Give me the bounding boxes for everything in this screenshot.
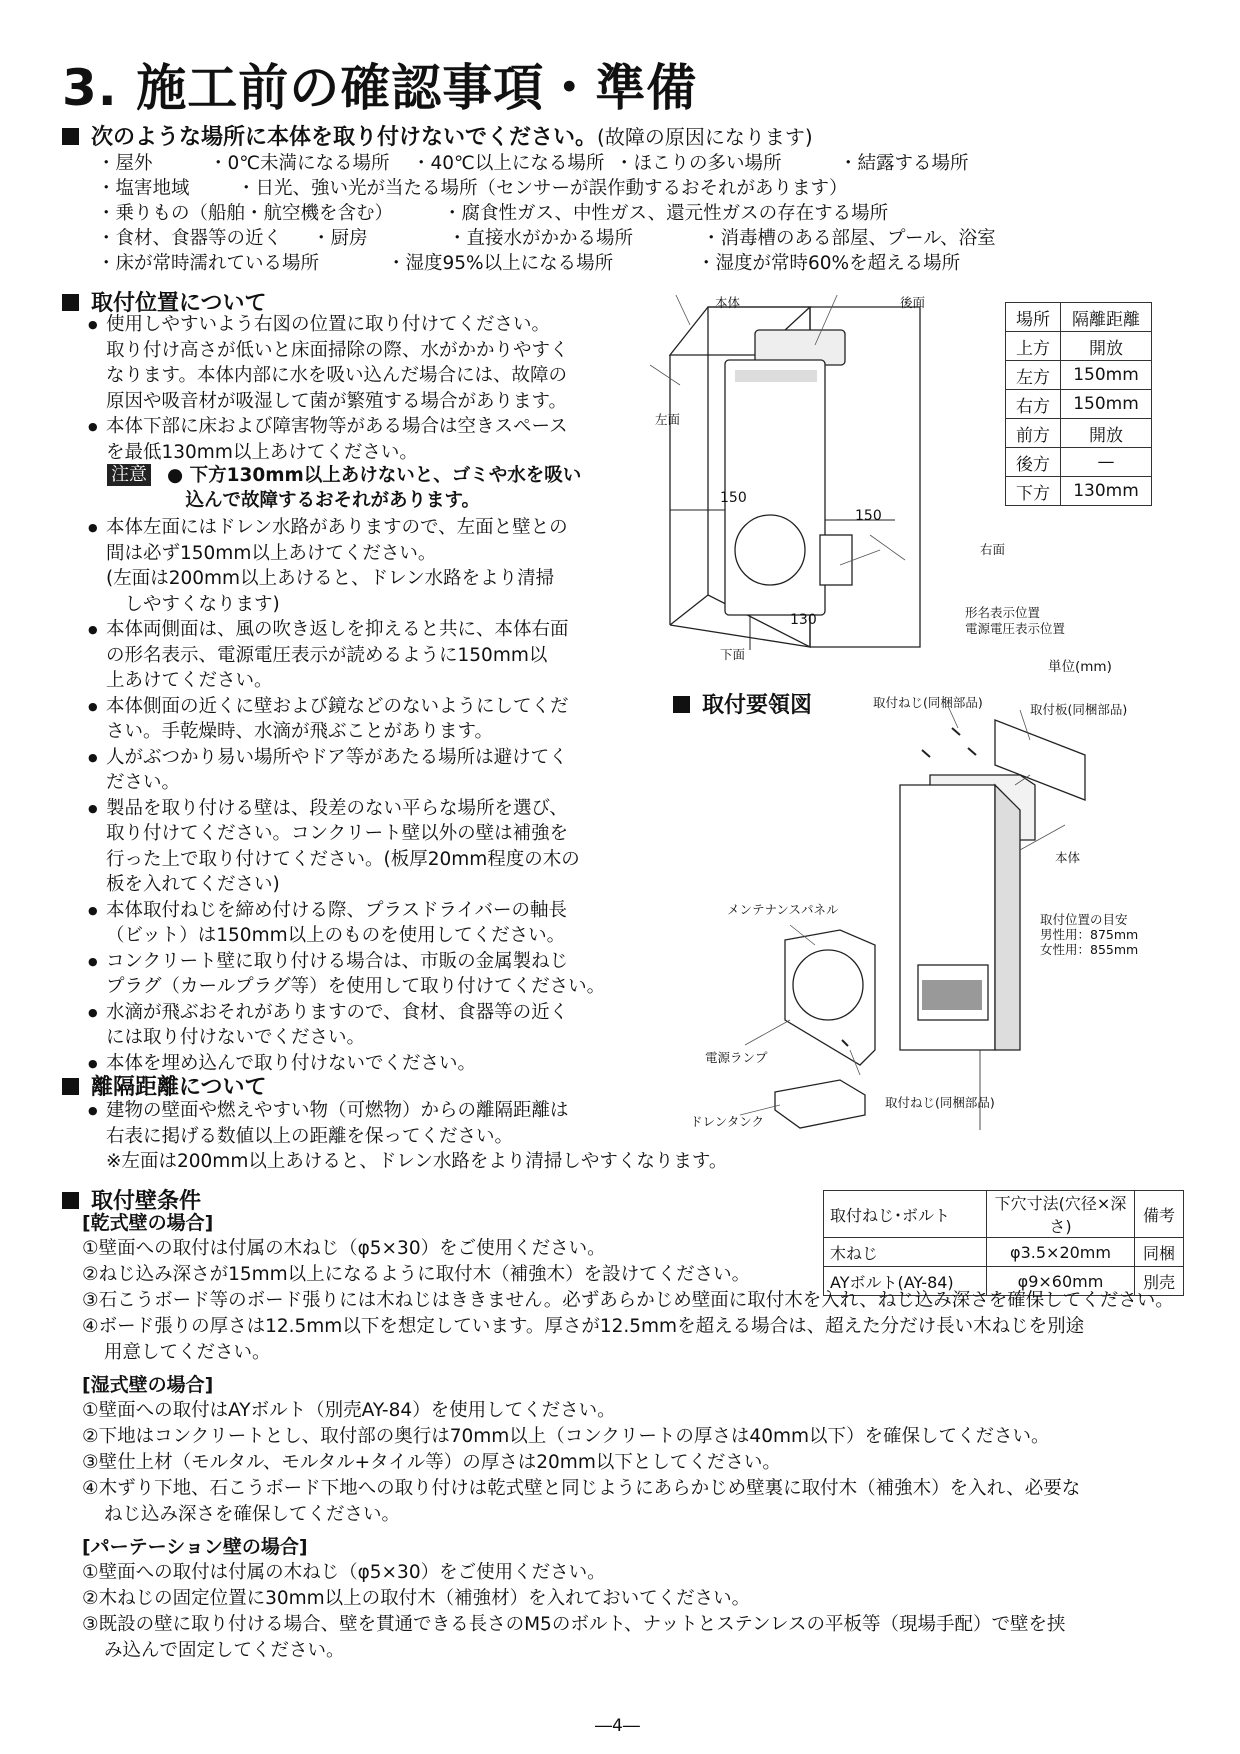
section-heading-installation: 取付要領図 <box>673 688 812 719</box>
table-row: 右方 150mm <box>1006 390 1152 419</box>
section-heading-wall: 取付壁条件 <box>62 1184 201 1215</box>
page-title: 3. 施工前の確認事項・準備 <box>62 59 698 117</box>
fig2-panel-label: メンテナンスパネル <box>727 902 839 917</box>
fig2-screw-bottom-label: 取付ねじ(同梱部品) <box>885 1095 995 1110</box>
section-heading-locations: 次のような場所に本体を取り付けないでください。(故障の原因になります) <box>62 120 813 151</box>
dim-150-right: 150 <box>855 508 882 524</box>
partition-wall-title: [パーテーション壁の場合] <box>82 1536 308 1558</box>
fig2-tank-label: ドレンタンク <box>690 1114 764 1129</box>
table-row: 前方 開放 <box>1006 419 1152 448</box>
table-row: 後方 — <box>1006 448 1152 477</box>
fig1-left-label: 左面 <box>655 412 681 427</box>
model-label-position: 形名表示位置 <box>965 605 1041 620</box>
table-row: 上方 開放 <box>1006 332 1152 361</box>
fig2-height-label: 取付位置の目安 <box>1040 912 1128 927</box>
section-heading-distance: 離隔距離について <box>62 1070 267 1101</box>
distance-notes: ● 建物の壁面や燃えやすい物（可燃物）からの離隔距離は 右表に掲げる数値以上の距離を保ってください。 ※左面は200mm以上あけると、ドレン水路をより清掃しやすくなります。 <box>88 1098 788 1175</box>
square-bullet-icon <box>62 1078 79 1095</box>
table-row: 木ねじ φ3.5×20mm 同梱 <box>824 1238 1184 1267</box>
table-header-row: 場所 隔離距離 <box>1006 303 1152 332</box>
dry-wall-title: [乾式壁の場合] <box>82 1212 214 1234</box>
page-number: ―4― <box>595 1716 640 1736</box>
dim-130-bottom: 130 <box>790 612 817 628</box>
table-row: 左方 150mm <box>1006 361 1152 390</box>
table-row: 下方 130mm <box>1006 477 1152 506</box>
list-row: ・食材、食器等の近く ・厨房 ・直接水がかかる場所 ・消毒槽のある部屋、プール、浴室 <box>97 228 996 249</box>
section-heading-position: 取付位置について <box>62 286 267 317</box>
fig1-right-label: 右面 <box>980 542 1006 557</box>
fig2-height-male: 男性用：875mm <box>1040 927 1139 942</box>
caution-tag: 注意 <box>107 464 151 486</box>
fig2-body-label: 本体 <box>1055 850 1081 865</box>
fig1-bottom-label: 下面 <box>720 647 746 662</box>
square-bullet-icon <box>62 128 79 145</box>
position-notes-b: ● 本体左面にはドレン水路がありますので、左面と壁との 間は必ず150mm以上あけてください。 (左面は200mm以上あけると、ドレン水路をより清掃 しやすくなります) ● 本体両側面は、風の吹き返しを抑えると共に、本体右面 の形名表示、電源電圧表示が読めるように150mm以 上あけてください。 ● 本体側面の近くに壁および鏡などのないようにしてくだ さい。手乾燥時、水滴が飛ぶことがあります。 ● 人がぶつかり易い場所やドア等があたる場所は避けてく ださい。 ● 製品を取り付ける壁は、段差のない平らな場所を選び、 取り付けてください。コンクリート壁以外の壁は補強を 行った上で取り付けてください。(板厚20mm程度の木の 板を入れてください) ● 本体取付ねじを締め付ける際、プラスドライバーの軸長 （ビット）は150mm以上のものを使用してください。 ● コンクリート壁に取り付ける場合は、市販の金属製ねじ プラグ（カールプラグ等）を使用して取り付けてください。 ● 水滴が飛ぶおそれがありますので、食材、食器等の近く には取り付けないでください。 ● 本体を埋め込んで取り付けないでください。 <box>88 515 668 1076</box>
square-bullet-icon <box>62 1192 79 1209</box>
unit-label: 単位(mm) <box>1048 659 1112 675</box>
wet-wall-title: [湿式壁の場合] <box>82 1374 214 1396</box>
fig2-height-female: 女性用：855mm <box>1040 942 1139 957</box>
location-list <box>97 151 1227 276</box>
fig2-screw-top-label: 取付ねじ(同梱部品) <box>873 695 983 710</box>
list-row: ・床が常時濡れている場所 ・湿度95%以上になる場所 ・湿度が常時60%を超える場所 <box>97 253 961 274</box>
clearance-table <box>1005 302 1152 506</box>
position-notes-a: ● 使用しやすいよう右図の位置に取り付けてください。 取り付け高さが低いと床面掃除の際、水がかかりやすく なります。本体内部に水を吸い込んだ場合には、故障の 原因や吸音材が吸湿して菌が繁殖する場合があります。 ● 本体下部に床および障害物等がある場合は空きスペース を最低130mm以上あけてください。 <box>88 312 648 465</box>
list-row: ・屋外 ・0℃未満になる場所 ・40℃以上になる場所 ・ほこりの多い場所 ・結露する場所 <box>97 153 969 174</box>
dim-150-left: 150 <box>720 490 747 506</box>
fig2-lamp-label: 電源ランプ <box>705 1050 768 1065</box>
table-header-row: 取付ねじ･ボルト 下穴寸法(穴径×深さ) 備考 <box>824 1191 1184 1238</box>
list-row: ・塩害地域 ・日光、強い光が当たる場所（センサーが誤作動するおそれがあります） <box>97 178 848 199</box>
fig1-back-label: 後面 <box>900 295 926 310</box>
square-bullet-icon <box>62 294 79 311</box>
wall-conditions: [乾式壁の場合] ①壁面への取付は付属の木ねじ（φ5×30）をご使用ください。 ②ねじ込み深さが15mm以上になるように取付木（補強木）を設けてください。 ③石こうボード等のボード張りには木ねじはききません。必ずあらかじめ壁面に取付木を入れ、ねじ込み深さを確保してください。 ④ボード張りの厚さは12.5mm以下を想定しています。厚さが12.5mmを超える場合は、超えた分だけ長い木ねじを別途 用意してください。 [湿式壁の場合] ①壁面への取付はAYボルト（別売AY-84）を使用してください。 ②下地はコンクリートとし、取付部の奥行は70mm以上（コンクリートの厚さは40mm以下）を確保してください。 ③壁仕上材（モルタル、モルタル+タイル等）の厚さは20mm以下としてください。 ④木ずり下地、石こうボード下地への取り付けは乾式壁と同じようにあらかじめ壁裏に取付木（補強木）を入れ、必要な ねじ込み深さを確保してください。 [パーテーション壁の場合] ①壁面への取付は付属の木ねじ（φ5×30）をご使用ください。 ②木ねじの固定位置に30mm以上の取付木（補強材）を入れておいてください。 ③既設の壁に取り付ける場合、壁を貫通できる長さのM5のボルト、ナットとステンレスの平板等（現場手配）で壁を挟 み込んで固定してください。 <box>82 1210 1192 1664</box>
table-row: AYボルト(AY-84) φ9×60mm 別売 <box>824 1267 1184 1296</box>
list-row: ・乗りもの（船舶・航空機を含む） ・腐食性ガス、中性ガス、還元性ガスの存在する場所 <box>97 203 889 224</box>
square-bullet-icon <box>673 696 690 713</box>
fig1-body-label: 本体 <box>715 295 741 310</box>
fig2-plate-label: 取付板(同梱部品) <box>1030 702 1128 717</box>
voltage-label-position: 電源電圧表示位置 <box>965 621 1066 636</box>
